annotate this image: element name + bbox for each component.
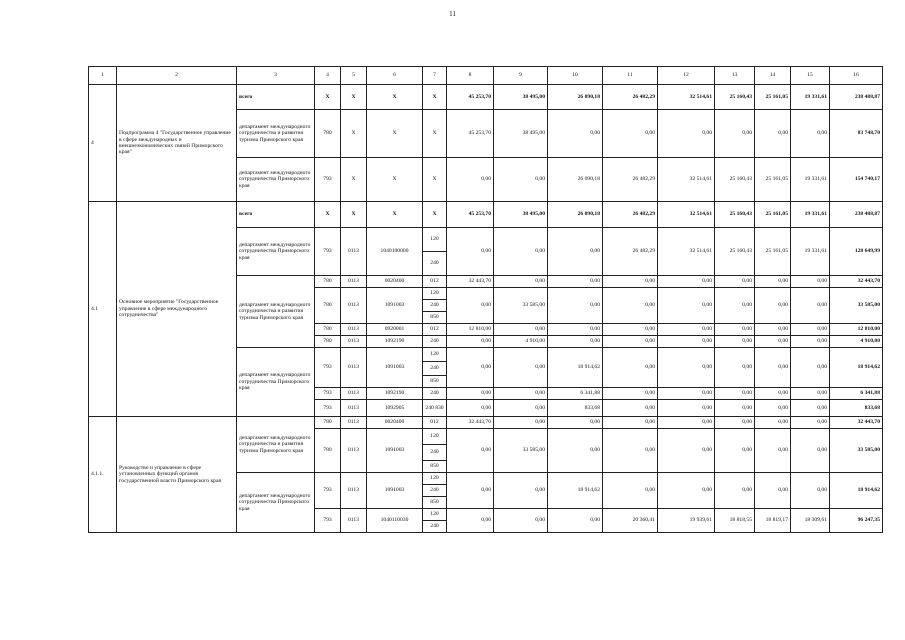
value-cell: 0,00 xyxy=(715,324,755,336)
value-cell: 38 495,00 xyxy=(494,202,548,228)
table-cell: 120 xyxy=(423,288,447,300)
value-cell: 12 810,00 xyxy=(830,324,883,336)
value-cell: 0,00 xyxy=(494,158,548,202)
value-cell: 0,00 xyxy=(603,324,658,336)
value-cell: 0,00 xyxy=(603,288,658,324)
value-cell: 0,00 xyxy=(715,417,755,429)
value-cell: 0,00 xyxy=(447,348,494,388)
value-cell: 32 514,61 xyxy=(658,158,715,202)
table-cell: X xyxy=(341,110,367,158)
table-cell: 780 xyxy=(315,429,341,473)
value-cell: 0,00 xyxy=(603,336,658,348)
value-cell: 25 160,43 xyxy=(715,85,755,110)
table-cell: X xyxy=(341,202,367,228)
value-cell: 26 090,18 xyxy=(548,158,603,202)
value-cell: 0,00 xyxy=(791,276,830,288)
value-cell: 0,00 xyxy=(658,429,715,473)
value-cell: 0,00 xyxy=(658,276,715,288)
header-cell: 9 xyxy=(494,67,548,85)
value-cell: 0,00 xyxy=(447,509,494,533)
value-cell: 0,00 xyxy=(548,336,603,348)
header-cell: 12 xyxy=(658,67,715,85)
header-cell: 8 xyxy=(447,67,494,85)
table-cell: X xyxy=(423,85,447,110)
table-cell: 850 xyxy=(423,461,447,473)
value-cell: 0,00 xyxy=(755,276,791,288)
table-cell: 240 830 xyxy=(423,400,447,417)
table-cell: 240 xyxy=(423,252,447,276)
table-cell: 0113 xyxy=(341,388,367,400)
value-cell: 0,00 xyxy=(791,417,830,429)
table-cell: 120 xyxy=(423,348,447,362)
table-cell: X xyxy=(341,85,367,110)
table-cell: 780 xyxy=(315,417,341,429)
value-cell: 26 482,29 xyxy=(603,202,658,228)
value-cell: 25 160,43 xyxy=(715,228,755,276)
table-row xyxy=(89,202,883,228)
value-cell: 0,00 xyxy=(494,400,548,417)
table-cell: 120 xyxy=(423,473,447,485)
value-cell: 0,00 xyxy=(447,336,494,348)
table-row xyxy=(89,85,883,110)
value-cell: 0,00 xyxy=(755,110,791,158)
value-cell: 0,00 xyxy=(603,473,658,509)
table-cell: 0113 xyxy=(341,473,367,509)
table-cell: 0020400 xyxy=(367,276,423,288)
table-cell: X xyxy=(315,85,341,110)
value-cell: 0,00 xyxy=(494,473,548,509)
value-cell: 20 360,41 xyxy=(603,509,658,533)
table-cell: 240 xyxy=(423,336,447,348)
value-cell: 26 482,29 xyxy=(603,158,658,202)
table-cell: 120 xyxy=(423,509,447,521)
department-name: департамент международного сотрудничества Приморского края xyxy=(237,348,315,417)
value-cell: 38 495,00 xyxy=(494,85,548,110)
value-cell: 0,00 xyxy=(791,400,830,417)
table-cell: X xyxy=(315,202,341,228)
value-cell: 0,00 xyxy=(791,324,830,336)
header-cell: 4 xyxy=(315,67,341,85)
value-cell: 0,00 xyxy=(494,276,548,288)
table-cell: 1091003 xyxy=(367,473,423,509)
value-cell: 4 910,00 xyxy=(494,336,548,348)
value-cell: 0,00 xyxy=(603,400,658,417)
value-cell: 0,00 xyxy=(658,473,715,509)
department-name: департамент международного сотрудничества и развития туризма Приморского края xyxy=(237,110,315,158)
table-cell: 0113 xyxy=(341,324,367,336)
table-cell: X xyxy=(423,202,447,228)
value-cell: 0,00 xyxy=(755,429,791,473)
table-cell: 850 xyxy=(423,497,447,509)
table-cell: 1092905 xyxy=(367,400,423,417)
value-cell: 0,00 xyxy=(603,276,658,288)
header-cell: 13 xyxy=(715,67,755,85)
value-cell: 0,00 xyxy=(447,473,494,509)
table-cell: 012 xyxy=(423,324,447,336)
value-cell: 0,00 xyxy=(494,388,548,400)
value-cell: 96 247,35 xyxy=(830,509,883,533)
value-cell: 19 331,61 xyxy=(791,158,830,202)
value-cell: 12 810,00 xyxy=(447,324,494,336)
value-cell: 32 443,70 xyxy=(447,276,494,288)
value-cell: 0,00 xyxy=(791,288,830,324)
value-cell: 26 482,29 xyxy=(603,228,658,276)
value-cell: 0,00 xyxy=(791,348,830,388)
table-cell: X xyxy=(423,158,447,202)
value-cell: 0,00 xyxy=(791,473,830,509)
table-cell: 780 xyxy=(315,276,341,288)
table-cell: 850 xyxy=(423,312,447,324)
value-cell: 18 309,61 xyxy=(791,509,830,533)
table-cell: 1040110030 xyxy=(367,509,423,533)
table-cell: 780 xyxy=(315,288,341,324)
budget-table xyxy=(88,66,883,533)
value-cell: 0,00 xyxy=(791,110,830,158)
value-cell: 0,00 xyxy=(755,400,791,417)
table-cell: 850 xyxy=(423,376,447,388)
table-cell: 0113 xyxy=(341,288,367,324)
header-cell: 16 xyxy=(830,67,883,85)
value-cell: 0,00 xyxy=(494,324,548,336)
value-cell: 32 514,61 xyxy=(658,228,715,276)
value-cell: 33 585,00 xyxy=(830,288,883,324)
value-cell: 0,00 xyxy=(548,110,603,158)
value-cell: 0,00 xyxy=(791,388,830,400)
value-cell: 0,00 xyxy=(755,348,791,388)
table-cell: 793 xyxy=(315,228,341,276)
value-cell: 25 160,43 xyxy=(715,202,755,228)
value-cell: 0,00 xyxy=(447,228,494,276)
table-cell: X xyxy=(367,202,423,228)
header-cell: 14 xyxy=(755,67,791,85)
value-cell: 33 585,00 xyxy=(830,429,883,473)
page-number: 11 xyxy=(449,10,456,18)
value-cell: 18 819,17 xyxy=(755,509,791,533)
department-name: департамент международного сотрудничества и развития туризма Приморского края xyxy=(237,417,315,473)
table-cell: 240 xyxy=(423,300,447,312)
value-cell: 0,00 xyxy=(548,417,603,429)
table-cell: 0113 xyxy=(341,348,367,388)
table-cell: X xyxy=(367,110,423,158)
value-cell: 45 253,70 xyxy=(447,110,494,158)
value-cell: 19 939,61 xyxy=(658,509,715,533)
value-cell: 0,00 xyxy=(715,110,755,158)
value-cell: 26 482,29 xyxy=(603,85,658,110)
table-cell: 0113 xyxy=(341,509,367,533)
value-cell: 0,00 xyxy=(715,400,755,417)
value-cell: 25 161,05 xyxy=(755,85,791,110)
program-name: Руководство и управление в сфере установленных функций органов государственной власти Приморского края xyxy=(117,417,237,533)
value-cell: 0,00 xyxy=(447,158,494,202)
value-cell: 833,68 xyxy=(548,400,603,417)
value-cell: 0,00 xyxy=(791,336,830,348)
value-cell: 0,00 xyxy=(715,429,755,473)
value-cell: 83 748,70 xyxy=(830,110,883,158)
value-cell: 238 488,87 xyxy=(830,85,883,110)
value-cell: 32 443,70 xyxy=(447,417,494,429)
table-cell: 240 xyxy=(423,445,447,461)
value-cell: 0,00 xyxy=(658,110,715,158)
header-cell: 10 xyxy=(548,67,603,85)
program-name: Подпрограмма 4 "Государственное управление в сфере международных и внешнеэкономических связей Приморского края" xyxy=(117,85,237,202)
table-cell: 120 xyxy=(423,429,447,445)
value-cell: 25 160,43 xyxy=(715,158,755,202)
value-cell: 45 253,70 xyxy=(447,202,494,228)
header-row xyxy=(89,67,883,85)
value-cell: 32 514,61 xyxy=(658,85,715,110)
value-cell: 38 495,00 xyxy=(494,110,548,158)
table-cell: 1092190 xyxy=(367,336,423,348)
value-cell: 19 331,61 xyxy=(791,202,830,228)
value-cell: 18 914,62 xyxy=(548,473,603,509)
table-cell: 012 xyxy=(423,276,447,288)
value-cell: 0,00 xyxy=(548,429,603,473)
value-cell: 18 914,62 xyxy=(830,348,883,388)
value-cell: 0,00 xyxy=(603,348,658,388)
table-cell: 0113 xyxy=(341,417,367,429)
value-cell: 0,00 xyxy=(658,336,715,348)
value-cell: 0,00 xyxy=(603,429,658,473)
value-cell: 25 161,05 xyxy=(755,202,791,228)
table-cell: 793 xyxy=(315,388,341,400)
value-cell: 0,00 xyxy=(658,348,715,388)
value-cell: 0,00 xyxy=(715,473,755,509)
value-cell: 0,00 xyxy=(603,417,658,429)
department-name: департамент международного сотрудничества Приморского края xyxy=(237,228,315,276)
value-cell: 0,00 xyxy=(548,509,603,533)
table-cell: 793 xyxy=(315,348,341,388)
value-cell: 0,00 xyxy=(715,348,755,388)
value-cell: 6 341,88 xyxy=(830,388,883,400)
value-cell: 0,00 xyxy=(755,388,791,400)
value-cell: 0,00 xyxy=(715,388,755,400)
table-cell: 012 xyxy=(423,417,447,429)
header-cell: 1 xyxy=(89,67,117,85)
value-cell: 0,00 xyxy=(715,336,755,348)
table-cell: X xyxy=(367,85,423,110)
table-cell: 793 xyxy=(315,400,341,417)
value-cell: 33 585,00 xyxy=(494,429,548,473)
value-cell: 26 090,18 xyxy=(548,85,603,110)
value-cell: 25 161,05 xyxy=(755,228,791,276)
header-cell: 7 xyxy=(423,67,447,85)
value-cell: 0,00 xyxy=(548,288,603,324)
value-cell: 4 910,00 xyxy=(830,336,883,348)
table-cell: X xyxy=(341,158,367,202)
value-cell: 0,00 xyxy=(658,324,715,336)
value-cell: 0,00 xyxy=(658,388,715,400)
table-cell: 1091003 xyxy=(367,429,423,473)
table-cell: 240 xyxy=(423,485,447,497)
value-cell: 0,00 xyxy=(447,429,494,473)
table-cell: 1092190 xyxy=(367,388,423,400)
value-cell: 0,00 xyxy=(755,288,791,324)
table-cell: 0113 xyxy=(341,276,367,288)
value-cell: 0,00 xyxy=(715,288,755,324)
value-cell: 0,00 xyxy=(494,509,548,533)
table-cell: 0113 xyxy=(341,228,367,276)
value-cell: 238 488,87 xyxy=(830,202,883,228)
row-number: 4.1 xyxy=(89,202,117,417)
value-cell: 0,00 xyxy=(755,336,791,348)
table-row xyxy=(89,417,883,429)
value-cell: 18 818,55 xyxy=(715,509,755,533)
value-cell: 0,00 xyxy=(658,400,715,417)
value-cell: 32 443,70 xyxy=(830,276,883,288)
value-cell: 0,00 xyxy=(548,276,603,288)
value-cell: 32 443,70 xyxy=(830,417,883,429)
value-cell: 0,00 xyxy=(447,288,494,324)
table-cell: 780 xyxy=(315,110,341,158)
table-cell: 780 xyxy=(315,324,341,336)
table-cell: 240 xyxy=(423,521,447,533)
table-cell: X xyxy=(423,110,447,158)
department-name: департамент международного сотрудничества Приморского края xyxy=(237,473,315,533)
value-cell: 19 331,61 xyxy=(791,85,830,110)
table-cell: 240 xyxy=(423,388,447,400)
table-cell: 240 xyxy=(423,362,447,376)
value-cell: 0,00 xyxy=(603,110,658,158)
table-cell: 0113 xyxy=(341,400,367,417)
table-cell: 793 xyxy=(315,473,341,509)
value-cell: 19 331,61 xyxy=(791,228,830,276)
header-cell: 6 xyxy=(367,67,423,85)
value-cell: 6 341,88 xyxy=(548,388,603,400)
header-cell: 5 xyxy=(341,67,367,85)
header-cell: 11 xyxy=(603,67,658,85)
table-cell: 0920001 xyxy=(367,324,423,336)
row-label: всего xyxy=(237,202,315,228)
table-cell: 0113 xyxy=(341,429,367,473)
value-cell: 0,00 xyxy=(791,429,830,473)
value-cell: 25 161,05 xyxy=(755,158,791,202)
value-cell: 154 740,17 xyxy=(830,158,883,202)
table-cell: X xyxy=(367,158,423,202)
header-cell: 15 xyxy=(791,67,830,85)
value-cell: 0,00 xyxy=(755,473,791,509)
value-cell: 0,00 xyxy=(548,228,603,276)
table-cell: 1040100000 xyxy=(367,228,423,276)
table-cell: 780 xyxy=(315,336,341,348)
row-label: всего xyxy=(237,85,315,110)
value-cell: 833,68 xyxy=(830,400,883,417)
row-number: 4.1.1. xyxy=(89,417,117,533)
value-cell: 0,00 xyxy=(447,388,494,400)
value-cell: 0,00 xyxy=(603,388,658,400)
table-cell: 793 xyxy=(315,158,341,202)
value-cell: 0,00 xyxy=(658,288,715,324)
value-cell: 0,00 xyxy=(715,276,755,288)
value-cell: 0,00 xyxy=(755,324,791,336)
header-cell: 2 xyxy=(117,67,237,85)
value-cell: 18 914,62 xyxy=(830,473,883,509)
value-cell: 33 585,00 xyxy=(494,288,548,324)
value-cell: 0,00 xyxy=(494,228,548,276)
table-cell: 0020400 xyxy=(367,417,423,429)
table-cell: 793 xyxy=(315,509,341,533)
value-cell: 0,00 xyxy=(494,417,548,429)
value-cell: 0,00 xyxy=(755,417,791,429)
value-cell: 32 514,61 xyxy=(658,202,715,228)
value-cell: 18 914,62 xyxy=(548,348,603,388)
table-cell: 1091003 xyxy=(367,348,423,388)
value-cell: 0,00 xyxy=(548,324,603,336)
value-cell: 0,00 xyxy=(494,348,548,388)
table-cell: 0113 xyxy=(341,336,367,348)
value-cell: 0,00 xyxy=(658,417,715,429)
value-cell: 0,00 xyxy=(447,400,494,417)
table-cell: 1091003 xyxy=(367,288,423,324)
value-cell: 128 649,99 xyxy=(830,228,883,276)
value-cell: 45 253,70 xyxy=(447,85,494,110)
header-cell: 3 xyxy=(237,67,315,85)
row-number: 4 xyxy=(89,85,117,202)
department-name: департамент международного сотрудничества и развития туризма Приморского края xyxy=(237,276,315,348)
department-name: департамент международного сотрудничества Приморского края xyxy=(237,158,315,202)
program-name: Основное мероприятие "Государственное управление в сфере международного сотрудничества" xyxy=(117,202,237,417)
table-cell: 120 xyxy=(423,228,447,252)
value-cell: 26 090,18 xyxy=(548,202,603,228)
